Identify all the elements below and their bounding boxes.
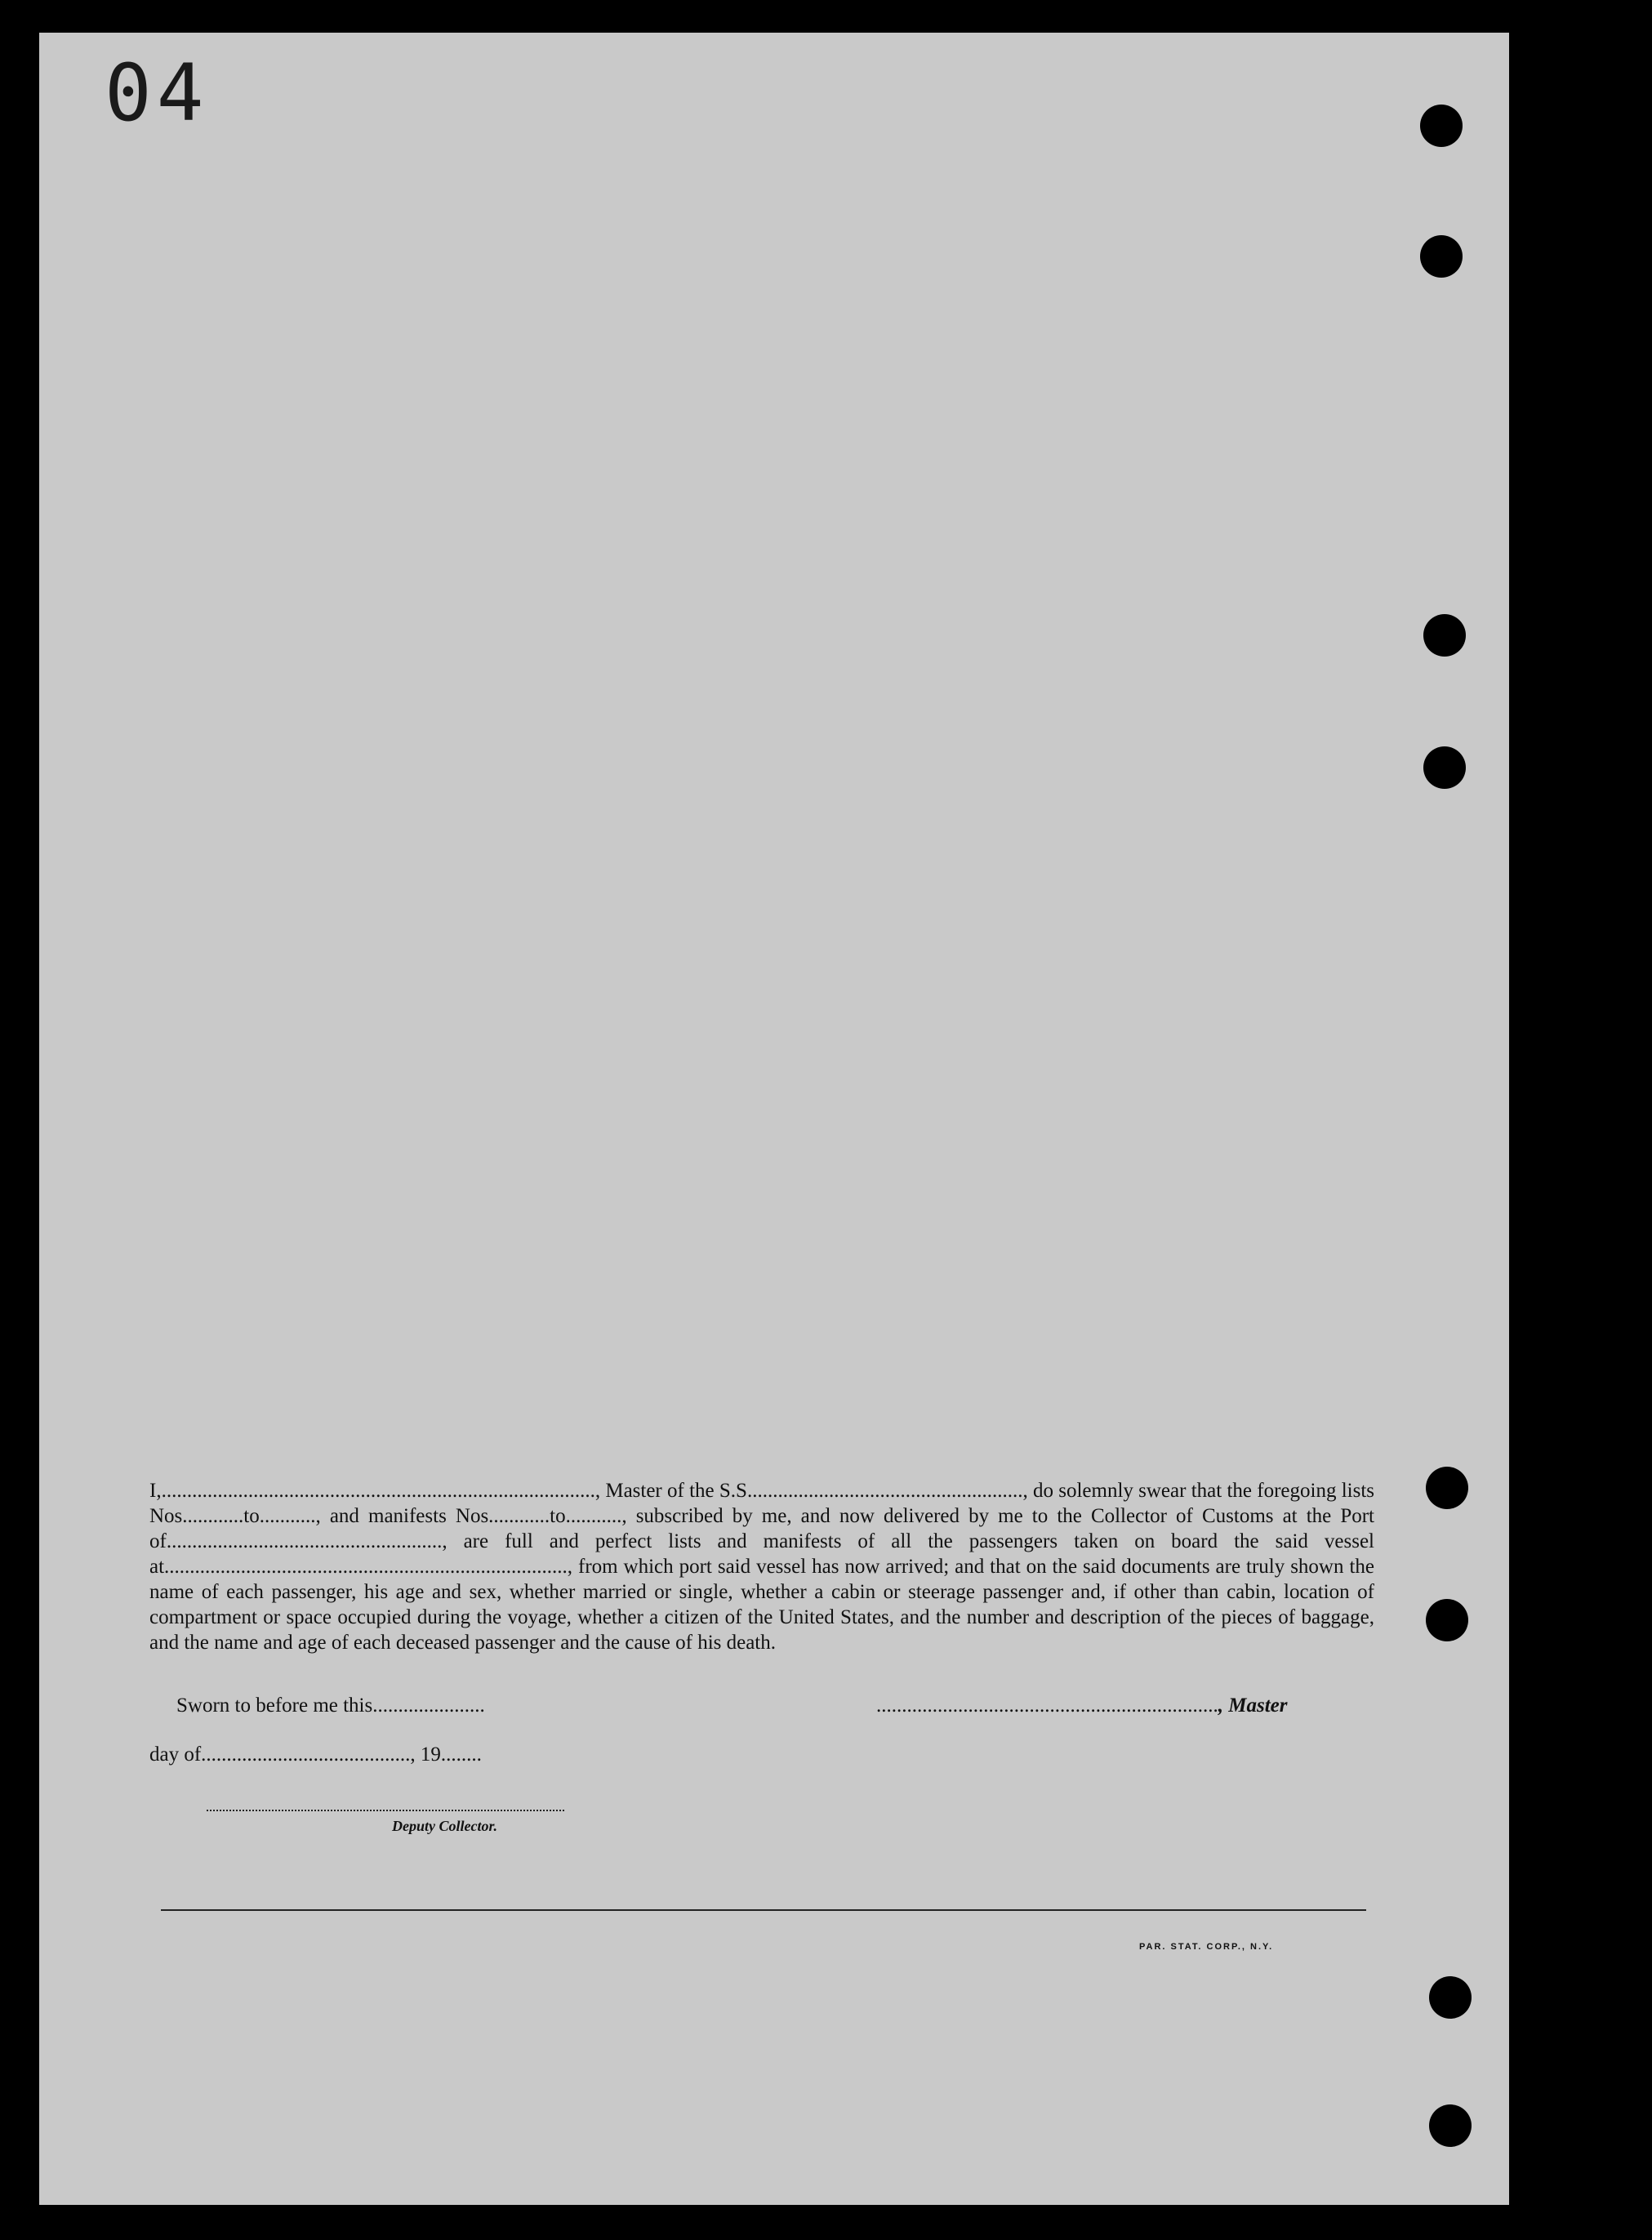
- punch-hole: [1423, 746, 1466, 789]
- punch-hole: [1420, 235, 1463, 278]
- printer-imprint: PAR. STAT. CORP., N.Y.: [1139, 1942, 1274, 1952]
- punch-hole: [1423, 614, 1466, 657]
- page-number: 04: [105, 47, 209, 139]
- punch-hole: [1429, 2104, 1472, 2147]
- master-label: , Master: [1218, 1694, 1288, 1717]
- sworn-line: Sworn to before me this......................: [176, 1694, 485, 1717]
- day-of-line: day of........................................., 19........: [149, 1743, 482, 1766]
- master-dots: ...................................................................: [876, 1694, 1218, 1717]
- oath-paragraph: I,....................................................................................., Master of the S.S......................................................, do solemnly swear that the foregoing lists Nos............to..........., and manifests Nos............to..........., subscribed by me, and now delivered by me to the Collector of Customs at the Port of......................................................, are full and perfect lists and manifests of all the passengers taken on board the said vessel at..............................................................................., from which port said vessel has now arrived; and that on the said documents are truly shown the name of each passenger, his age and sex, whether married or single, whether a cabin or steerage passenger and, if other than cabin, location of compartment or space occupied during the voyage, whether a citizen of the United States, and the number and description of the pieces of baggage, and the name and age of each deceased passenger and the cause of his death.: [149, 1480, 1374, 1654]
- punch-hole: [1429, 1976, 1472, 2019]
- document-page: [39, 33, 1509, 2205]
- deputy-collector-label: Deputy Collector.: [392, 1818, 497, 1834]
- master-signature-line: [876, 1694, 1287, 1717]
- punch-hole: [1426, 1467, 1468, 1509]
- horizontal-rule: [161, 1909, 1366, 1911]
- deputy-signature-line: [207, 1810, 564, 1811]
- punch-hole: [1420, 105, 1463, 147]
- punch-hole: [1426, 1599, 1468, 1641]
